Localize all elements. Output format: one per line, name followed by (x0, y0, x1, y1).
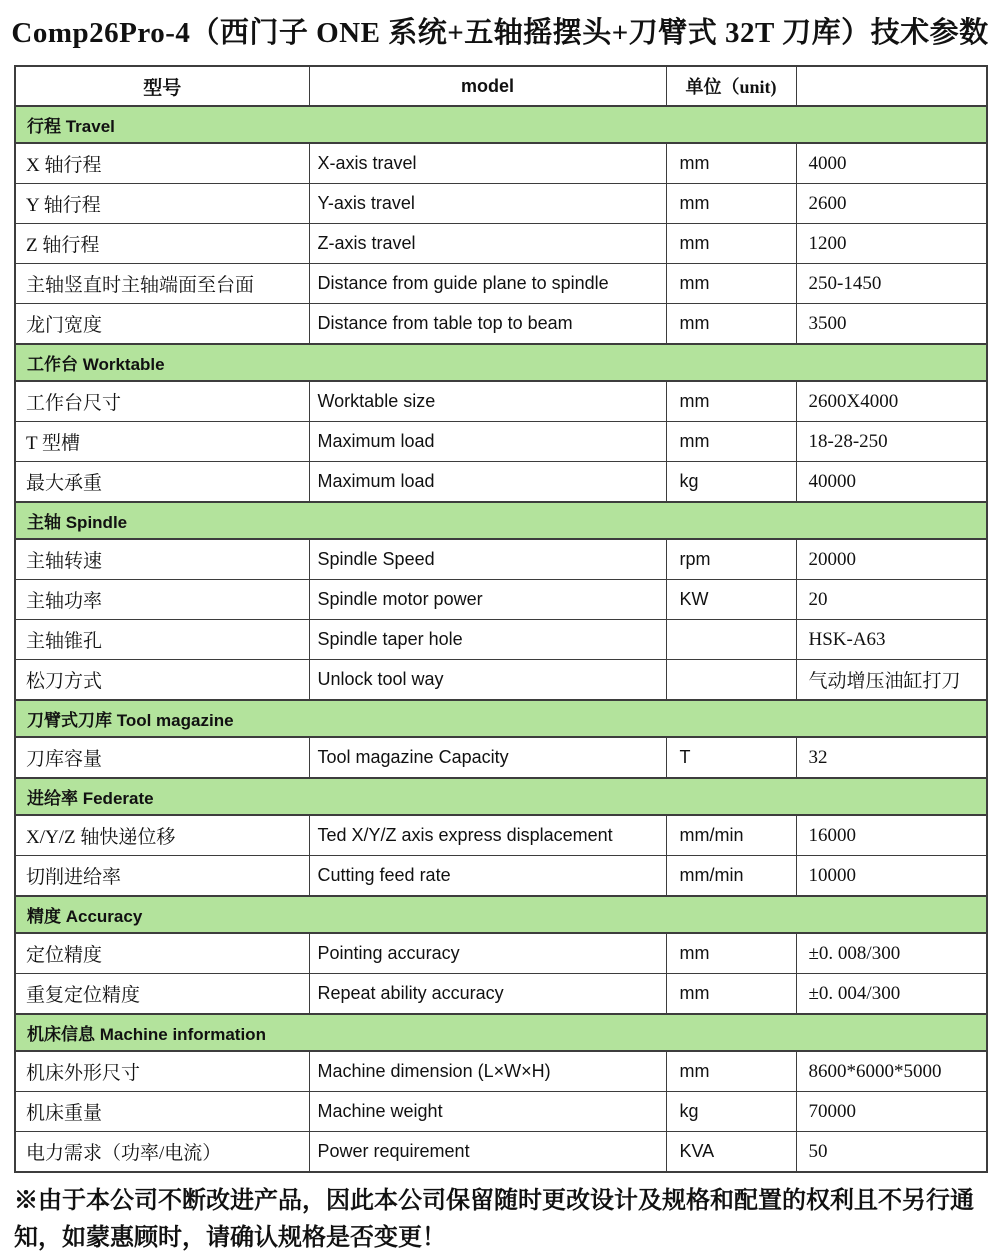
cell-unit: T (666, 737, 796, 778)
header-model-en: model (309, 66, 666, 106)
spec-row (15, 143, 987, 184)
section-title: 行程 Travel (15, 106, 987, 143)
cell-unit: mm (666, 381, 796, 422)
cell-name-cn: Z 轴行程 (15, 224, 309, 264)
cell-name-en: Pointing accuracy (309, 933, 666, 974)
cell-name-en: Worktable size (309, 381, 666, 422)
cell-name-en: Machine dimension (L×W×H) (309, 1051, 666, 1092)
spec-row (15, 1092, 987, 1132)
section-title: 机床信息 Machine information (15, 1014, 987, 1051)
page-title: Comp26Pro-4（西门子 ONE 系统+五轴摇摆头+刀臂式 32T 刀库）技术参数 (11, 17, 989, 49)
cell-unit: KVA (666, 1132, 796, 1173)
spec-row (15, 184, 987, 224)
section-title: 工作台 Worktable (15, 344, 987, 381)
cell-unit: mm (666, 304, 796, 345)
cell-name-cn: Y 轴行程 (15, 184, 309, 224)
cell-value: 1200 (796, 224, 987, 264)
cell-value: 70000 (796, 1092, 987, 1132)
section-title: 主轴 Spindle (15, 502, 987, 539)
cell-name-cn: 机床重量 (15, 1092, 309, 1132)
cell-value: 4000 (796, 143, 987, 184)
header-value (796, 66, 987, 106)
cell-name-en: Z-axis travel (309, 224, 666, 264)
cell-unit: kg (666, 462, 796, 503)
footer-disclaimer: ※由于本公司不断改进产品，因此本公司保留随时更改设计及规格和配置的权利且不另行通知，如蒙惠顾时，请确认规格是否变更！ (14, 1188, 974, 1251)
cell-unit: mm (666, 184, 796, 224)
spec-row (15, 620, 987, 660)
cell-unit (666, 660, 796, 701)
section-title: 精度 Accuracy (15, 896, 987, 933)
cell-unit: mm/min (666, 856, 796, 897)
section-header-row (15, 700, 987, 737)
cell-name-en: Machine weight (309, 1092, 666, 1132)
cell-unit: mm (666, 1051, 796, 1092)
spec-row (15, 737, 987, 778)
cell-name-cn: 机床外形尺寸 (15, 1051, 309, 1092)
cell-name-en: Spindle taper hole (309, 620, 666, 660)
spec-sheet-page (0, 10, 1000, 1257)
spec-row (15, 304, 987, 345)
cell-value: 2600X4000 (796, 381, 987, 422)
spec-row (15, 1132, 987, 1173)
cell-name-cn: 主轴锥孔 (15, 620, 309, 660)
cell-name-cn: 主轴竖直时主轴端面至台面 (15, 264, 309, 304)
cell-value: 10000 (796, 856, 987, 897)
cell-name-en: Unlock tool way (309, 660, 666, 701)
cell-name-en: Ted X/Y/Z axis express displacement (309, 815, 666, 856)
cell-value: 8600*6000*5000 (796, 1051, 987, 1092)
cell-value: 16000 (796, 815, 987, 856)
cell-value: 50 (796, 1132, 987, 1173)
section-header-row (15, 502, 987, 539)
cell-unit: mm (666, 264, 796, 304)
cell-name-cn: 龙门宽度 (15, 304, 309, 345)
cell-name-cn: 定位精度 (15, 933, 309, 974)
header-unit: 单位（unit) (666, 66, 796, 106)
section-title: 刀臂式刀库 Tool magazine (15, 700, 987, 737)
section-header-row (15, 778, 987, 815)
cell-name-cn: 最大承重 (15, 462, 309, 503)
cell-name-en: Distance from table top to beam (309, 304, 666, 345)
cell-name-cn: 松刀方式 (15, 660, 309, 701)
cell-value: 250-1450 (796, 264, 987, 304)
cell-value: HSK-A63 (796, 620, 987, 660)
cell-name-cn: 主轴转速 (15, 539, 309, 580)
cell-value: 40000 (796, 462, 987, 503)
spec-table-header (15, 66, 987, 106)
cell-value: 2600 (796, 184, 987, 224)
spec-row (15, 381, 987, 422)
cell-unit (666, 620, 796, 660)
spec-row (15, 539, 987, 580)
cell-value: 18-28-250 (796, 422, 987, 462)
cell-value: 3500 (796, 304, 987, 345)
cell-name-cn: 切削进给率 (15, 856, 309, 897)
cell-name-cn: X 轴行程 (15, 143, 309, 184)
cell-value: ±0. 008/300 (796, 933, 987, 974)
spec-row (15, 580, 987, 620)
cell-value: 20 (796, 580, 987, 620)
spec-row (15, 422, 987, 462)
spec-row (15, 462, 987, 503)
section-header-row (15, 106, 987, 143)
cell-name-en: Y-axis travel (309, 184, 666, 224)
cell-unit: mm (666, 224, 796, 264)
cell-value: 32 (796, 737, 987, 778)
spec-row (15, 933, 987, 974)
cell-unit: mm/min (666, 815, 796, 856)
cell-name-en: X-axis travel (309, 143, 666, 184)
cell-name-cn: T 型槽 (15, 422, 309, 462)
cell-name-en: Maximum load (309, 462, 666, 503)
cell-name-en: Spindle motor power (309, 580, 666, 620)
cell-name-cn: 刀库容量 (15, 737, 309, 778)
section-header-row (15, 344, 987, 381)
cell-unit: mm (666, 974, 796, 1015)
spec-table-body (15, 106, 987, 1172)
cell-name-cn: 电力需求（功率/电流） (15, 1132, 309, 1173)
cell-name-en: Tool magazine Capacity (309, 737, 666, 778)
cell-name-en: Maximum load (309, 422, 666, 462)
spec-row (15, 815, 987, 856)
cell-name-en: Power requirement (309, 1132, 666, 1173)
cell-name-cn: 工作台尺寸 (15, 381, 309, 422)
cell-unit: mm (666, 933, 796, 974)
spec-row (15, 264, 987, 304)
cell-name-cn: X/Y/Z 轴快递位移 (15, 815, 309, 856)
section-header-row (15, 1014, 987, 1051)
spec-row (15, 1051, 987, 1092)
spec-row (15, 974, 987, 1015)
cell-unit: mm (666, 143, 796, 184)
cell-unit: kg (666, 1092, 796, 1132)
spec-row (15, 224, 987, 264)
cell-value: 20000 (796, 539, 987, 580)
cell-name-en: Repeat ability accuracy (309, 974, 666, 1015)
section-header-row (15, 896, 987, 933)
cell-value: ±0. 004/300 (796, 974, 987, 1015)
cell-name-en: Spindle Speed (309, 539, 666, 580)
cell-unit: mm (666, 422, 796, 462)
spec-row (15, 660, 987, 701)
spec-row (15, 856, 987, 897)
header-model-cn: 型号 (15, 66, 309, 106)
header-row (15, 66, 987, 106)
spec-table (14, 65, 988, 1173)
cell-unit: KW (666, 580, 796, 620)
cell-name-en: Distance from guide plane to spindle (309, 264, 666, 304)
section-title: 进给率 Federate (15, 778, 987, 815)
cell-name-en: Cutting feed rate (309, 856, 666, 897)
cell-name-cn: 重复定位精度 (15, 974, 309, 1015)
cell-name-cn: 主轴功率 (15, 580, 309, 620)
cell-unit: rpm (666, 539, 796, 580)
cell-value: 气动增压油缸打刀 (796, 660, 987, 701)
